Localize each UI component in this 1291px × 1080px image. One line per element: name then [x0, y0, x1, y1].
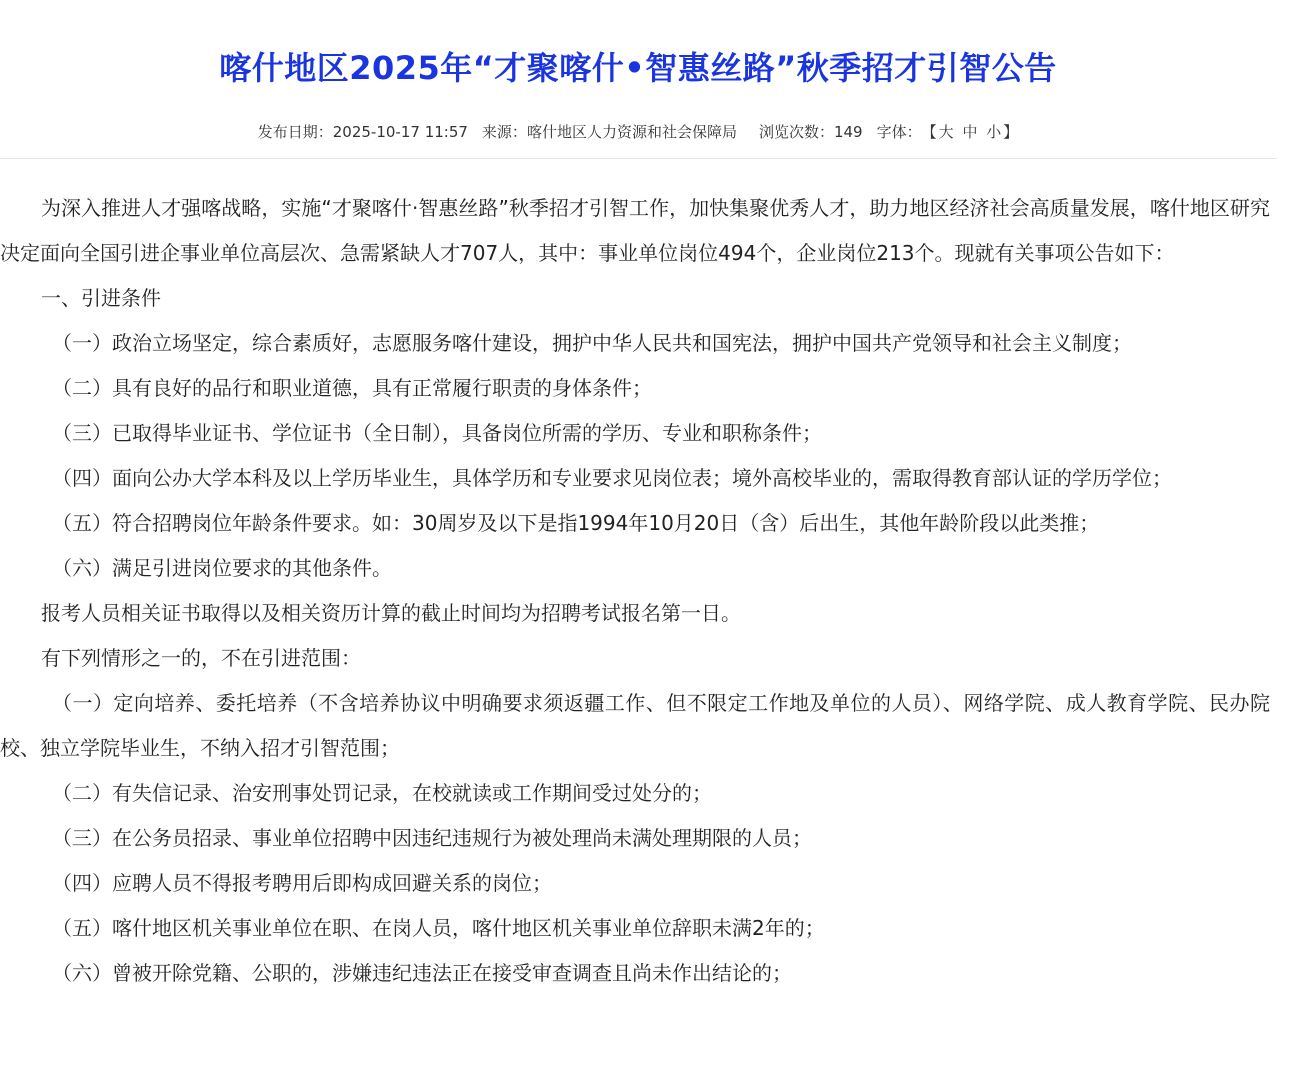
- body-paragraph: 报考人员相关证书取得以及相关资历计算的截止时间均为招聘考试报名第一日。: [41, 601, 741, 625]
- source-name: 喀什地区人力资源和社会保障局: [526, 123, 737, 141]
- publish-date-label: 发布日期：: [257, 123, 333, 141]
- font-size-medium-button[interactable]: 中: [962, 123, 978, 141]
- exclusion-item: （三）在公务员招录、事业单位招聘中因违纪违规行为被处理尚未满处理期限的人员；: [52, 826, 812, 850]
- exclusion-item: （五）喀什地区机关事业单位在职、在岗人员，喀什地区机关事业单位辞职未满2年的；: [52, 916, 825, 940]
- publish-date: 2025-10-17 11:57: [332, 123, 468, 141]
- exclusion-item: （一）定向培养、委托培养（不含培养协议中明确要求须返疆工作、但不限定工作地及单位的人员）、网络学院、成人教育学院、民办院校、独立学院毕业生，不纳入招才引智范围；: [0, 691, 1270, 760]
- article-title: 喀什地区2025年“才聚喀什•智惠丝路”秋季招才引智公告: [219, 49, 1057, 87]
- source-label: 来源：: [481, 123, 527, 141]
- condition-item: （六）满足引进岗位要求的其他条件。: [52, 556, 392, 580]
- header-divider: [0, 158, 1277, 159]
- intro-paragraph: 为深入推进人才强喀战略，实施“才聚喀什·智惠丝路”秋季招才引智工作，加快集聚优秀人才，助力地区经济社会高质量发展，喀什地区研究决定面向全国引进企事业单位高层次、急需紧缺人才707人，其中：事业单位岗位494个，企业岗位213个。现就有关事项公告如下：: [0, 196, 1270, 265]
- view-count: 149: [833, 123, 863, 141]
- view-count-label: 浏览次数：: [758, 123, 834, 141]
- font-size-large-button[interactable]: 大: [938, 123, 954, 141]
- condition-item: （一）政治立场坚定，综合素质好，志愿服务喀什建设，拥护中华人民共和国宪法，拥护中国共产党领导和社会主义制度；: [52, 331, 1132, 355]
- article-meta: [0, 120, 1276, 144]
- font-size-bracket-close: 】: [1003, 123, 1019, 141]
- section-heading: 一、引进条件: [41, 286, 161, 310]
- condition-item: （五）符合招聘岗位年龄条件要求。如：30周岁及以下是指1994年10月20日（含）后出生，其他年龄阶段以此类推；: [52, 511, 1100, 535]
- font-size-label: 字体：: [876, 123, 922, 141]
- body-paragraph: 有下列情形之一的，不在引进范围：: [41, 646, 361, 670]
- exclusion-item: （二）有失信记录、治安刑事处罚记录，在校就读或工作期间受过处分的；: [52, 781, 712, 805]
- condition-item: （二）具有良好的品行和职业道德，具有正常履行职责的身体条件；: [52, 376, 652, 400]
- font-size-small-button[interactable]: 小: [986, 123, 1002, 141]
- font-size-bracket-open: 【: [921, 123, 937, 141]
- condition-item: （四）面向公办大学本科及以上学历毕业生，具体学历和专业要求见岗位表；境外高校毕业的，需取得教育部认证的学历学位；: [52, 466, 1172, 490]
- exclusion-item: （四）应聘人员不得报考聘用后即构成回避关系的岗位；: [52, 871, 552, 895]
- condition-item: （三）已取得毕业证书、学位证书（全日制），具备岗位所需的学历、专业和职称条件；: [52, 421, 822, 445]
- article-body: [0, 186, 1270, 996]
- exclusion-item: （六）曾被开除党籍、公职的，涉嫌违纪违法正在接受审查调查且尚未作出结论的；: [52, 961, 792, 985]
